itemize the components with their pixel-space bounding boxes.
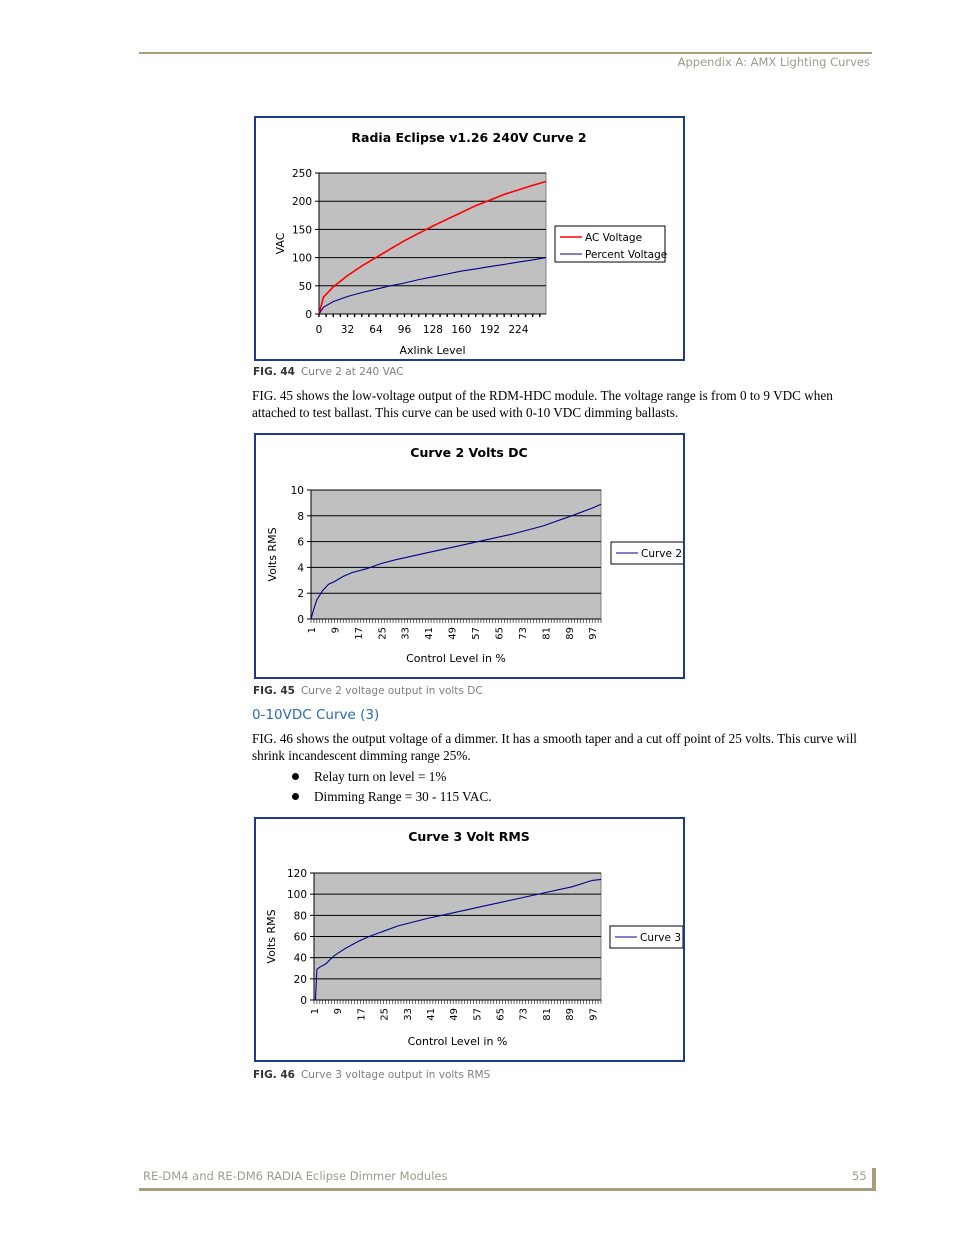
footer-side-bar [872, 1168, 876, 1191]
y-tick-label: 4 [297, 562, 304, 575]
y-tick-label: 120 [286, 868, 307, 880]
x-tick-label: 192 [479, 324, 500, 336]
x-tick-label: 25 [377, 627, 389, 640]
figure-45-chart [254, 433, 685, 679]
x-tick-label: 33 [402, 1008, 414, 1021]
x-tick-label: 33 [400, 627, 412, 640]
paragraph-fig46-intro: FIG. 46 shows the output voltage of a dimmer. It has a smooth taper and a cut off point of 25 volts. This curve will shrink incandescent dimming range 25%. [252, 731, 857, 763]
chart-svg-fig44 [256, 118, 683, 359]
figure-46-chart [254, 817, 685, 1062]
y-tick-label: 0 [300, 995, 307, 1007]
footer-doc-title: RE-DM4 and RE-DM6 RADIA Eclipse Dimmer Modules [143, 1169, 448, 1183]
y-tick-label: 200 [291, 196, 312, 209]
page-number: 55 [852, 1169, 867, 1183]
chart-title: Radia Eclipse v1.26 240V Curve 2 [351, 130, 587, 145]
x-tick-label: 25 [379, 1008, 391, 1021]
running-header: Appendix A: AMX Lighting Curves [677, 55, 870, 69]
caption-number: FIG. 44 [253, 366, 295, 378]
y-axis-label: Volts RMS [265, 909, 278, 964]
header-rule [139, 52, 872, 54]
x-tick-label: 49 [447, 627, 459, 640]
x-tick-label: 96 [397, 324, 412, 336]
x-tick-label: 65 [494, 627, 506, 640]
y-tick-label: 250 [291, 168, 312, 180]
figure-44-caption [253, 366, 403, 378]
x-tick-label: 73 [517, 627, 529, 640]
y-tick-label: 150 [291, 224, 312, 237]
paragraph-fig45-intro: FIG. 45 shows the low-voltage output of the RDM-HDC module. The voltage range is from 0 to 9 VDC when attached to test ballast. This curve can be used with 0-10 VDC dimming ballasts. [252, 388, 833, 420]
y-tick-label: 6 [297, 536, 304, 549]
x-axis-label: Control Level in % [407, 1035, 508, 1048]
x-tick-label: 73 [518, 1008, 530, 1021]
chart-svg-fig46 [256, 819, 683, 1060]
y-tick-label: 0 [297, 614, 304, 626]
chart-title: Curve 2 Volts DC [410, 445, 528, 460]
y-axis-label: Volts RMS [266, 527, 279, 582]
x-tick-label: 65 [495, 1008, 507, 1021]
y-tick-label: 0 [305, 309, 312, 321]
x-tick-label: 97 [588, 627, 600, 640]
legend-label: Percent Voltage [585, 249, 668, 261]
x-tick-label: 224 [508, 324, 529, 336]
x-tick-label: 89 [565, 1008, 577, 1021]
x-tick-label: 97 [588, 1008, 600, 1021]
list-item: Dimming Range = 30 - 115 VAC. [292, 787, 492, 807]
caption-text: Curve 2 voltage output in volts DC [300, 685, 483, 697]
caption-number: FIG. 46 [253, 1069, 295, 1081]
y-tick-label: 50 [298, 280, 312, 293]
x-tick-label: 0 [315, 324, 323, 336]
y-tick-label: 2 [297, 588, 304, 601]
x-tick-label: 17 [353, 627, 365, 640]
figure-44-chart [254, 116, 685, 361]
footer-rule [139, 1188, 874, 1191]
x-tick-label: 81 [541, 1008, 553, 1021]
figure-45-caption [253, 685, 483, 697]
x-tick-label: 81 [541, 627, 553, 640]
y-tick-label: 80 [293, 910, 307, 923]
y-tick-label: 10 [290, 485, 304, 497]
chart-title: Curve 3 Volt RMS [408, 829, 530, 844]
y-tick-label: 40 [293, 952, 307, 965]
caption-text: Curve 3 voltage output in volts RMS [300, 1069, 491, 1081]
legend-label: Curve 3 [640, 932, 681, 944]
legend-label: Curve 2 [641, 548, 682, 560]
caption-number: FIG. 45 [253, 685, 295, 697]
y-tick-label: 20 [293, 973, 307, 986]
y-axis-label: VAC [274, 232, 287, 255]
x-tick-label: 128 [422, 324, 443, 336]
y-tick-label: 100 [291, 252, 312, 265]
list-item: Relay turn on level = 1% [292, 767, 492, 787]
x-tick-label: 17 [356, 1008, 368, 1021]
chart-svg-fig45 [256, 435, 683, 677]
y-tick-label: 100 [286, 889, 307, 902]
y-tick-label: 8 [297, 510, 304, 523]
x-tick-label: 57 [471, 627, 483, 640]
plot-area [311, 490, 601, 619]
x-tick-label: 160 [451, 324, 472, 336]
x-tick-label: 9 [333, 1008, 345, 1015]
x-axis-label: Control Level in % [406, 652, 506, 665]
x-tick-label: 57 [472, 1008, 484, 1021]
x-tick-label: 49 [449, 1008, 461, 1021]
caption-text: Curve 2 at 240 VAC [300, 366, 404, 378]
x-tick-label: 1 [310, 1008, 321, 1015]
x-tick-label: 89 [564, 627, 576, 640]
y-tick-label: 60 [293, 931, 307, 944]
x-tick-label: 41 [425, 1008, 437, 1021]
x-tick-label: 41 [424, 627, 436, 640]
x-tick-label: 9 [330, 627, 342, 634]
legend-label: AC Voltage [585, 232, 643, 244]
x-tick-label: 64 [369, 324, 383, 336]
x-tick-label: 1 [307, 627, 318, 634]
x-axis-label: Axlink Level [399, 344, 466, 357]
bullet-list [292, 767, 492, 807]
figure-46-caption [253, 1069, 490, 1081]
section-heading: 0-10VDC Curve (3) [252, 707, 380, 723]
x-tick-label: 32 [340, 324, 355, 336]
plot-area [319, 173, 546, 314]
